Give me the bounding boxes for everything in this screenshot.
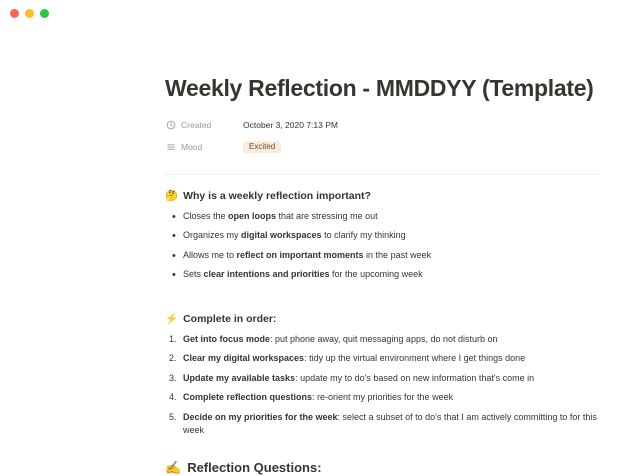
section-heading-questions-text: Reflection Questions: xyxy=(187,459,322,475)
list-item-pre: Allows me to xyxy=(183,249,237,260)
list-item-post: : select a subset of to do's that I am actively committing to for this week xyxy=(183,411,597,436)
list-item xyxy=(183,229,600,243)
thinking-face-icon: 🤔 xyxy=(165,189,179,202)
list-item-bold: Update my available tasks xyxy=(183,372,296,383)
list-item-bold: Clear my digital workspaces xyxy=(183,353,305,364)
document-page xyxy=(0,26,640,475)
property-name-created: Created xyxy=(181,120,212,131)
list-item-pre: Organizes my xyxy=(183,230,242,241)
section-heading-questions xyxy=(165,460,600,476)
list-item-bold: open loops xyxy=(228,210,277,221)
list-item-post: for the upcoming week xyxy=(329,269,423,280)
list-item-post: : re-orient my priorities for the week xyxy=(312,392,454,403)
order-numbered-list xyxy=(165,333,600,438)
list-item xyxy=(183,352,600,366)
page-properties xyxy=(165,117,600,156)
lightning-bolt-icon: ⚡ xyxy=(165,312,179,325)
property-name-mood: Mood xyxy=(181,142,203,153)
close-window-button[interactable] xyxy=(10,9,19,18)
list-item-bold: clear intentions and priorities xyxy=(203,269,330,280)
list-item-post: to clarify my thinking xyxy=(321,230,406,241)
list-item xyxy=(183,372,600,386)
property-label-created xyxy=(165,120,243,131)
window-controls[interactable] xyxy=(10,9,49,18)
list-item-bold: Decide on my priorities for the week xyxy=(183,411,338,422)
zoom-window-button[interactable] xyxy=(40,9,49,18)
list-item-bold: reflect on important moments xyxy=(236,249,364,260)
property-row-created[interactable] xyxy=(165,117,600,134)
property-label-mood xyxy=(165,142,243,153)
window-titlebar xyxy=(0,0,640,26)
page-content xyxy=(165,74,600,476)
property-value-created[interactable]: October 3, 2020 7:13 PM xyxy=(243,120,338,131)
writing-hand-icon: ✍️ xyxy=(165,459,182,475)
list-item xyxy=(183,411,600,438)
section-heading-order-text: Complete in order: xyxy=(183,312,277,325)
property-row-mood[interactable] xyxy=(165,139,600,156)
list-item-post: : update my to do's based on new information that's come in xyxy=(295,372,535,383)
section-heading-why-text: Why is a weekly reflection important? xyxy=(183,189,371,202)
section-heading-order xyxy=(165,312,600,325)
list-item-pre: Closes the xyxy=(183,210,229,221)
minimize-window-button[interactable] xyxy=(25,9,34,18)
list-item xyxy=(183,268,600,282)
list-item-post: : tidy up the virtual environment where I get things done xyxy=(304,353,526,364)
list-item-bold: Get into focus mode xyxy=(183,333,271,344)
section-divider xyxy=(165,174,600,175)
list-item-pre: Sets xyxy=(183,269,204,280)
list-item-post: that are stressing me out xyxy=(276,210,378,221)
list-item-post: in the past week xyxy=(363,249,432,260)
list-item-post: : put phone away, quit messaging apps, do not disturb on xyxy=(270,333,498,344)
status-badge[interactable]: Excited xyxy=(243,141,281,153)
list-item-bold: digital workspaces xyxy=(241,230,322,241)
clock-icon xyxy=(165,120,176,131)
list-item xyxy=(183,391,600,405)
list-icon xyxy=(165,142,176,153)
page-title[interactable]: Weekly Reflection - MMDDYY (Template) xyxy=(165,75,594,101)
list-item-bold: Complete reflection questions xyxy=(183,392,313,403)
why-bullet-list xyxy=(165,210,600,282)
list-item xyxy=(183,333,600,347)
section-heading-why xyxy=(165,189,600,202)
list-item xyxy=(183,249,600,263)
list-item xyxy=(183,210,600,224)
